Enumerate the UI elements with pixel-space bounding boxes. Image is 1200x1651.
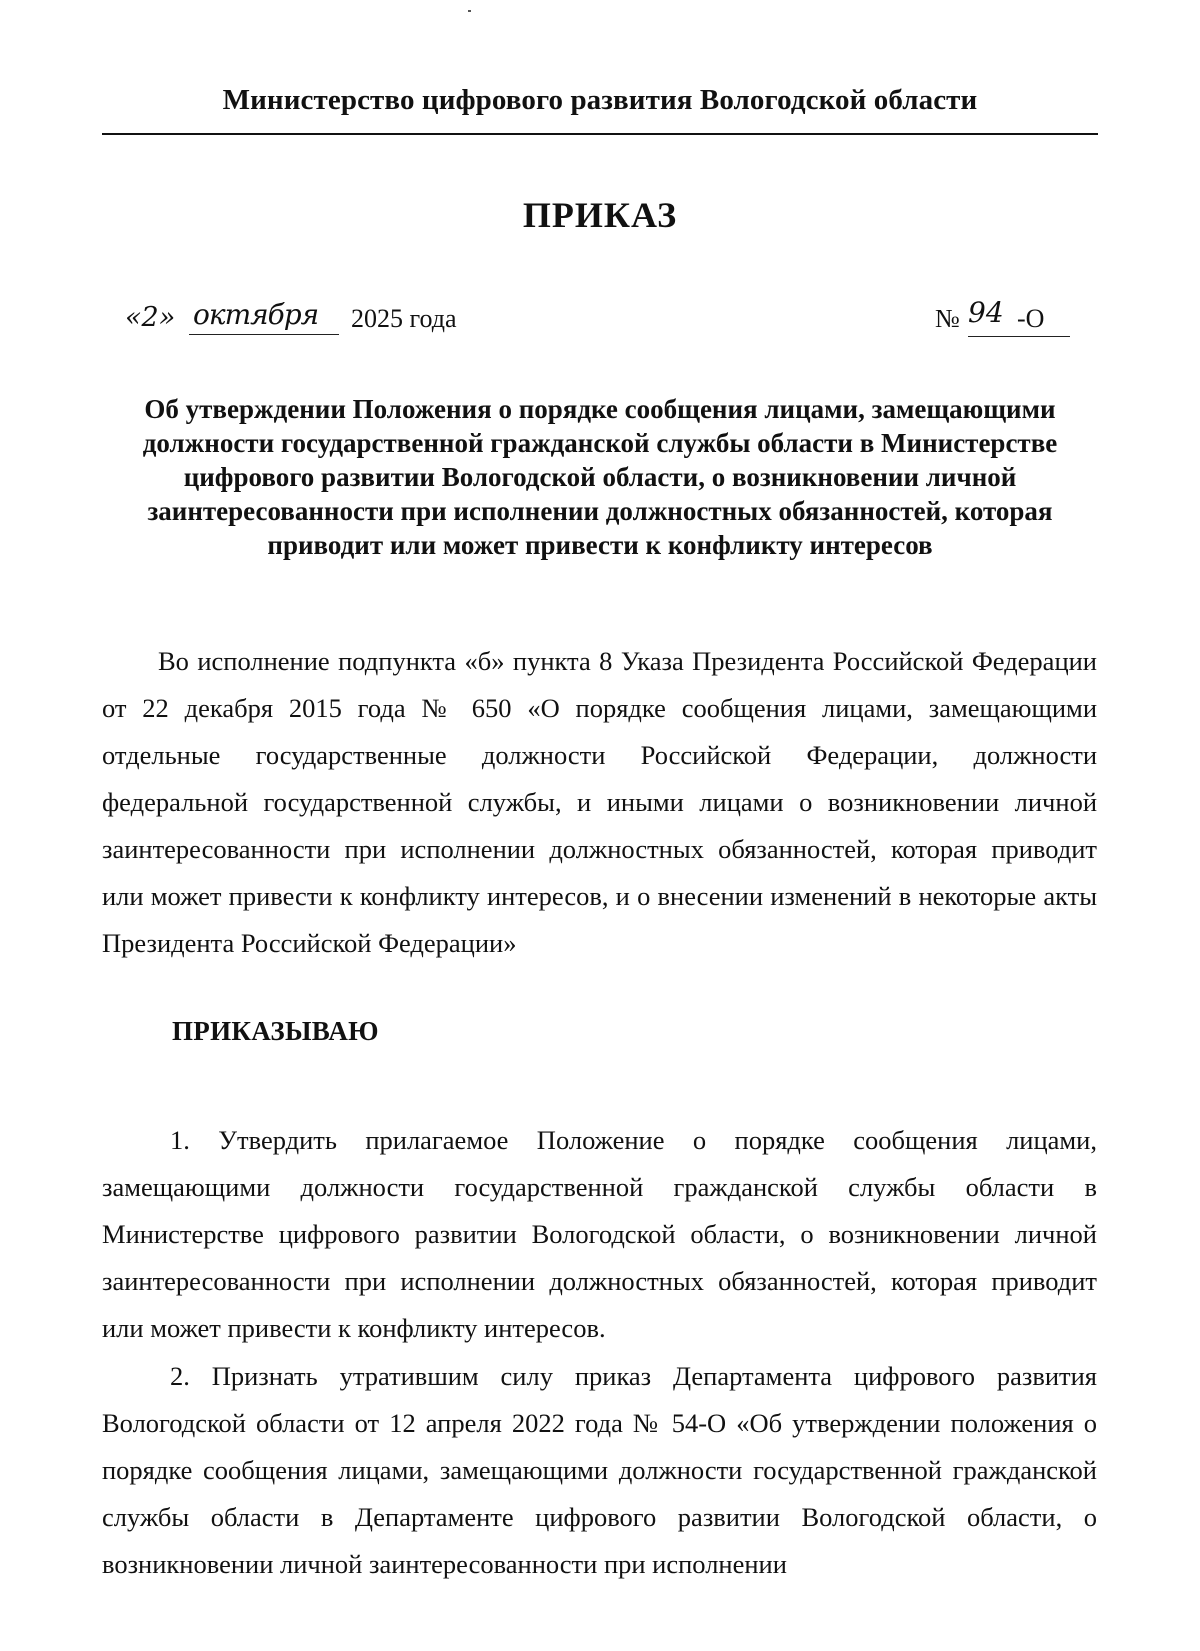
date-year: 2025 года — [351, 304, 457, 333]
document-title: ПРИКАЗ — [522, 195, 678, 235]
preamble-paragraph: Во исполнение подпункта «б» пункта 8 Указа Президента Российской Федерации от 22 декабря 2015 года № 650 «О порядке сообщения лицами, замещающими отдельные государственные должности Российской Федерации, должности федеральной государственной службы, и иными лицами о возникновении личной заинтересованности при исполнении должностных обязанностей, которая приводит или может привести к конфликту интересов, и о внесении изменений в некоторые акты Президента Российской Федерации» — [102, 646, 1097, 958]
header-rule — [102, 133, 1098, 135]
date-underline — [189, 334, 339, 335]
date-month: октября — [193, 298, 319, 331]
order-subject: Об утверждении Положения о порядке сообщения лицами, замещающими должности государственной гражданской службы области в Министерстве цифрового развитии Вологодской области, о возникновении личной заинтересованности при исполнении должностных обязанностей, которая приводит или может привести к конфликту интересов — [142, 394, 1058, 560]
date-number-row — [125, 298, 1085, 342]
order-item-1: 1. Утвердить прилагаемое Положение о порядке сообщения лицами, замещающими должности государственной гражданской службы области в Министерстве цифрового развитии Вологодской области, о возникновении личной заинтересованности при исполнении должностных обязанностей, которая приводит или может привести к конфликту интересов. — [102, 1125, 1097, 1343]
number-underline — [968, 336, 1070, 337]
order-verb: ПРИКАЗЫВАЮ — [172, 1016, 379, 1046]
ministry-header: Министерство цифрового развития Вологодской области — [222, 84, 978, 116]
number-label: № — [935, 304, 960, 333]
number-value: 94 — [968, 296, 1004, 329]
order-item-2: 2. Признать утратившим силу приказ Департамента цифрового развития Вологодской области от 12 апреля 2022 года № 54-О «Об утверждении положения о порядке сообщения лицами, замещающими должности государственной гражданской службы области в Департаменте цифрового развитии Вологодской области, о возникновении личной заинтересованности при исполнении — [102, 1361, 1097, 1579]
number-suffix: -О — [1017, 304, 1045, 333]
scan-artifact — [468, 10, 471, 12]
date-day: «2» — [125, 302, 176, 333]
